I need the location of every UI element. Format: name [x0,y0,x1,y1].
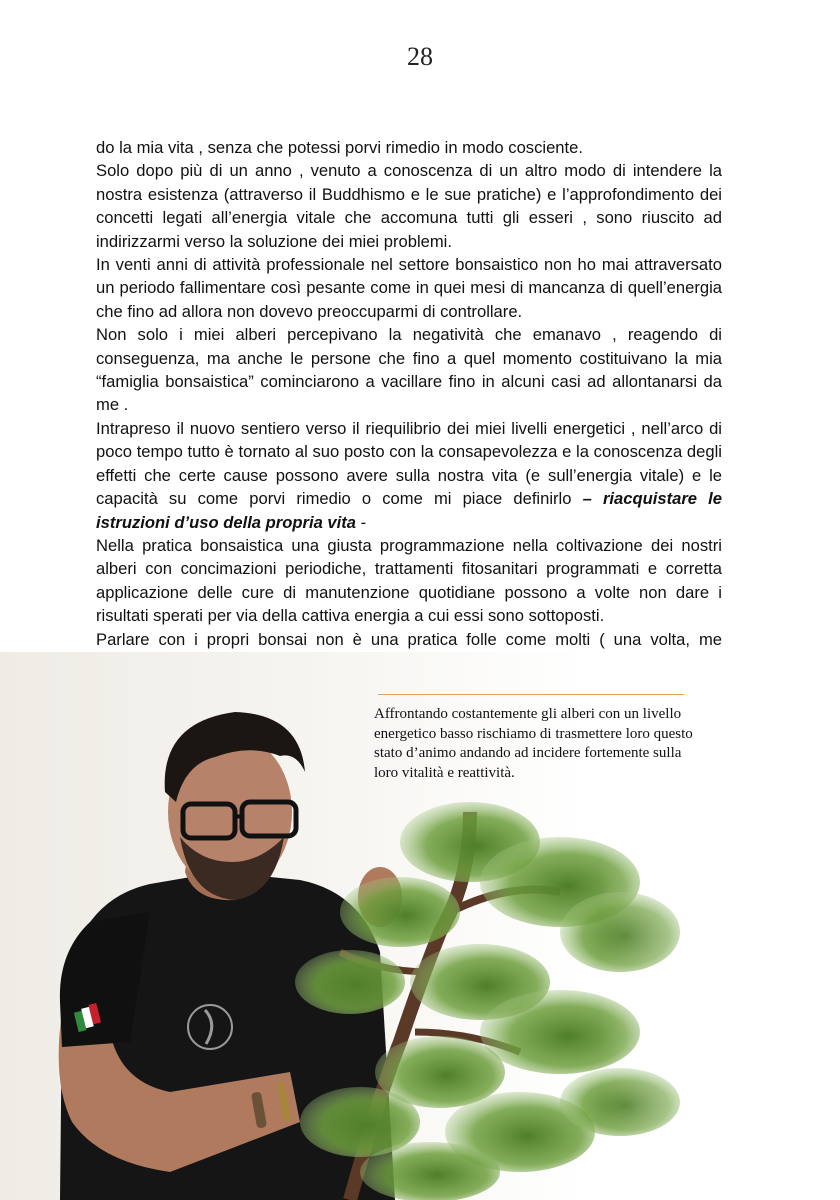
paragraph-5 [96,417,722,534]
paragraph-2: Solo dopo più di un anno , venuto a conoscenza di un altro modo di intendere la nostra esistenza (attraverso il Buddhismo e le sue pratiche) e l’approfondimento dei concetti legati all’energia vitale che accomuna tutti gli esseri , sono riuscito ad indirizzarmi verso la soluzione dei miei problemi. [96,161,722,251]
paragraph-7-text: Parlare con i propri bonsai non è una pratica folle come molti ( una volta, me [96,629,722,649]
body-text [96,136,722,698]
paragraph-5-tail: - [356,512,367,532]
paragraph-6: Nella pratica bonsaistica una giusta programmazione nella coltivazione dei nostri alberi con concimazioni periodiche, trattamenti fitosanitari programmati e corretta applicazione delle cure di manutenzione quotidiane possono a volte non dare i risultati sperati per via della cattiva energia a cui essi sono sottoposti. [96,535,722,626]
caption-divider [378,694,684,695]
paragraph-5-emphasis: – riacquistare le istruzioni d’uso della propria vita [96,489,722,532]
paragraph-4: Non solo i miei alberi percepivano la negatività che emanavo , reagendo di conseguenza, ma anche le persone che fino a quel momento costituivano la mia “famiglia bonsaistica” cominciarono a vacillare fino in alcuni casi ad allontanarsi da me . [96,325,722,415]
page-number: 28 [407,42,433,71]
paragraph-5-text: Intrapreso il nuovo sentiero verso il riequilibrio dei miei livelli energetici , nell’arco di poco tempo tutto è tornato al suo posto con la consapevolezza e la conoscenza degli effetti che certe cause possono avere sulla nostra vita (e sull’energia vitale) e le capacità su come porvi rimedio o come mi piace definirlo [96,418,722,509]
photo-caption: Affrontando costantemente gli alberi con un livello energetico basso rischiamo di trasmettere loro questo stato d’animo andando ad incidere fortemente sulla loro vitalità e reattività. [374,706,693,781]
paragraph-3: In venti anni di attività professionale nel settore bonsaistico non ho mai attraversato un periodo fallimentare così pesante come in quei mesi di mancanza di quell’energia che fino ad allora non dovevo preoccuparmi di controllare. [96,255,722,321]
paragraph-1: do la mia vita , senza che potessi porvi rimedio in modo cosciente. [96,138,583,157]
